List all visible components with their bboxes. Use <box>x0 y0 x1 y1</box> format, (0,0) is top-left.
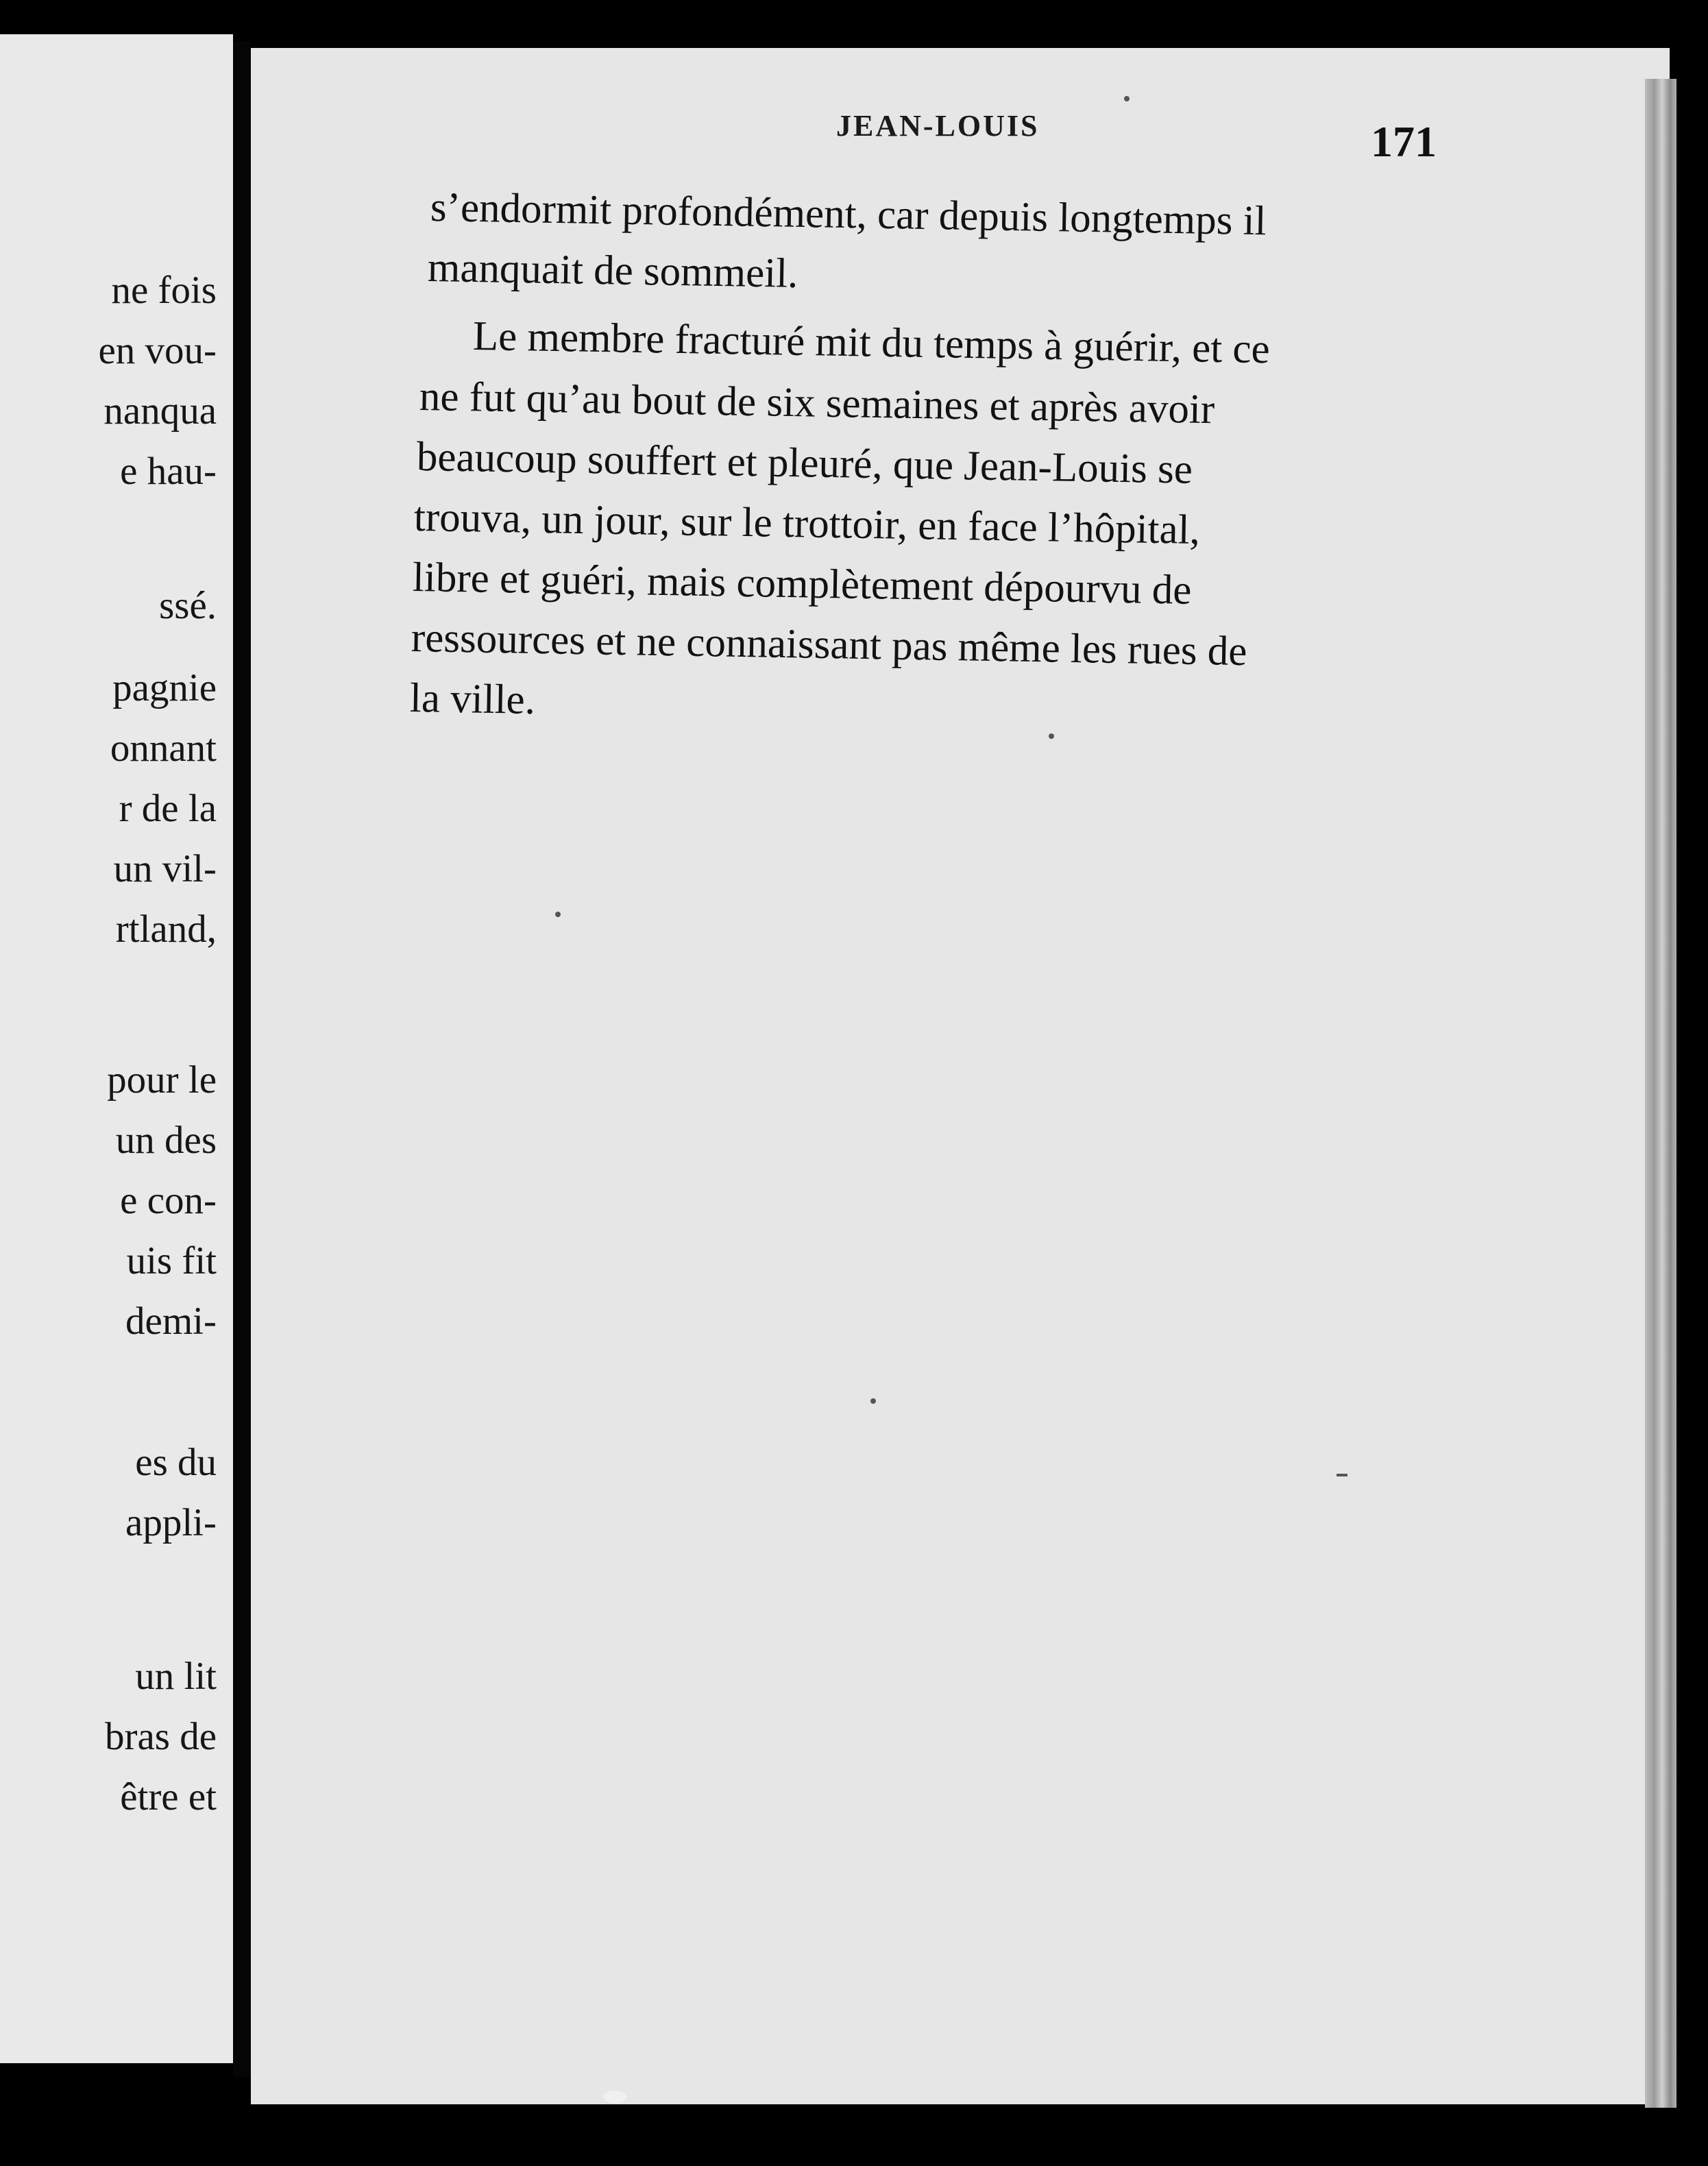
paper-speck <box>555 912 561 917</box>
left-page-line: e hau- <box>120 450 217 493</box>
left-page-line: un des <box>115 1119 217 1162</box>
left-page-line: onnant <box>110 727 217 770</box>
left-page-line: ssé. <box>159 584 217 627</box>
left-page-line: nanqua <box>103 389 217 433</box>
paper-speck <box>870 1398 876 1404</box>
body-text-line: beaucoup souffert et pleuré, que Jean-Louis se <box>416 434 1193 493</box>
left-page-line: un lit <box>135 1655 217 1698</box>
body-text-line: Le membre fracturé mit du temps à guérir, et ce <box>472 313 1271 373</box>
left-page-line: demi- <box>125 1300 217 1343</box>
left-page-line: uis fit <box>126 1239 217 1282</box>
paper-speck <box>603 2091 626 2103</box>
left-page-line: en vou- <box>98 329 217 372</box>
body-text-line: ne fut qu’au bout de six semaines et après avoir <box>419 374 1215 433</box>
left-page-line: bras de <box>104 1715 217 1758</box>
left-page-line: rtland, <box>115 908 217 951</box>
body-text-line: ressources et ne connaissant pas même les rues de <box>411 615 1247 675</box>
paper-speck <box>1124 96 1130 101</box>
left-page-line: r de la <box>119 787 217 830</box>
left-page-line: ne fois <box>111 269 217 312</box>
left-page-line: appli- <box>125 1501 217 1544</box>
left-page-line: pagnie <box>112 666 217 709</box>
body-text-line: trouva, un jour, sur le trottoir, en face l’hôpital, <box>413 494 1201 554</box>
page-number: 171 <box>1371 117 1437 166</box>
paper-speck <box>1337 1474 1347 1476</box>
left-page-line: un vil- <box>113 847 217 890</box>
body-text-line: manquait de sommeil. <box>427 245 798 297</box>
left-page-line: es du <box>135 1441 217 1484</box>
body-text-line: libre et guéri, mais complètement dépourvu de <box>412 555 1193 613</box>
left-page-line: pour le <box>107 1058 217 1102</box>
body-text-line: la ville. <box>409 675 536 724</box>
left-page-line: être et <box>120 1775 217 1818</box>
page-edge <box>1645 79 1676 2108</box>
book-gutter <box>233 41 251 2077</box>
paper-speck <box>1049 733 1054 739</box>
left-facing-page <box>0 34 233 2063</box>
body-text-line: s’endormit profondément, car depuis longtemps il <box>430 184 1267 245</box>
left-page-line: e con- <box>120 1179 217 1222</box>
running-head: JEAN-LOUIS <box>836 109 1040 143</box>
